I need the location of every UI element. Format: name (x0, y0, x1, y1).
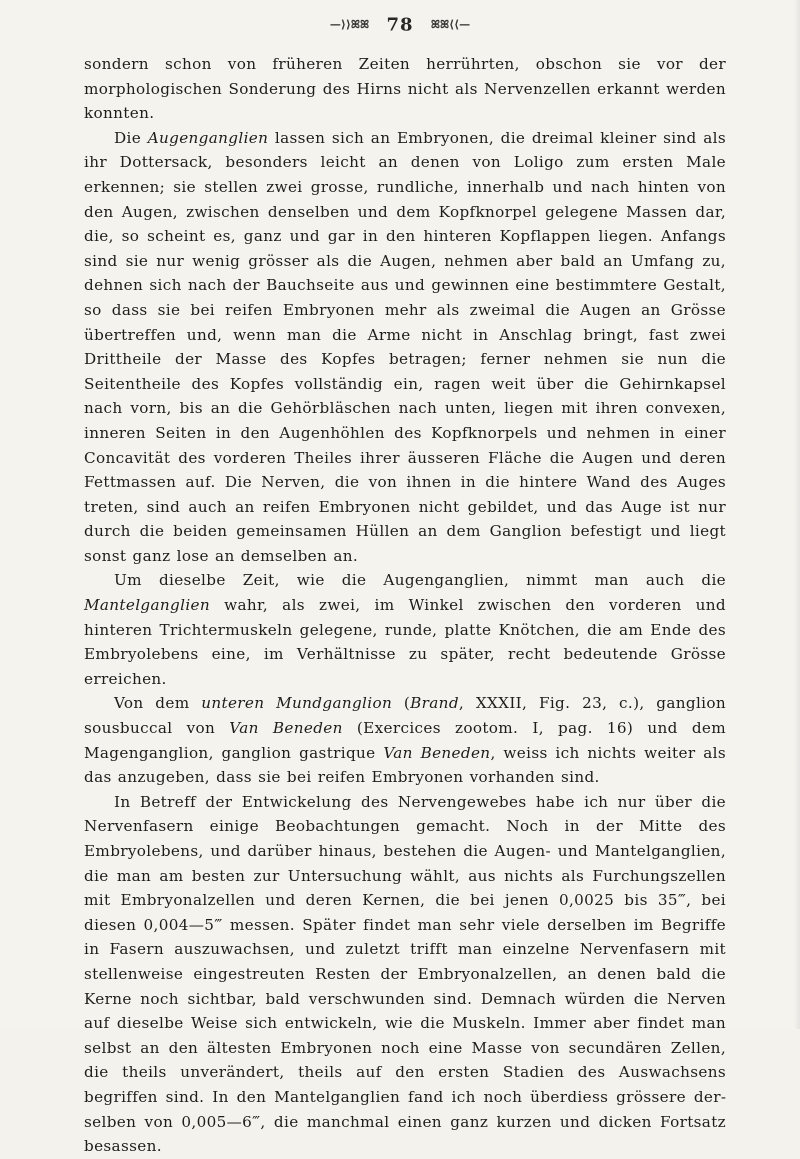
text-run: wahr, als zwei, im Winkel zwischen den vorderen und hinteren Trichtermuskeln gelegene, runde, platte Knötchen, die am Ende des Embryolebens eine, im Verhältnisse zu später, recht bedeutende Grösse erreichen. (84, 596, 726, 688)
text-run: ( (392, 694, 411, 713)
text-run: , weiss ich nichts weiter als das anzugeben, dass sie bei reifen Embryonen vorhanden sind. (84, 743, 726, 787)
paragraph-p5 (84, 790, 726, 1159)
header-ornament-right: ꕤꕤ⟨⟨— (430, 18, 471, 31)
paragraph-p4 (84, 691, 726, 789)
body-text (84, 52, 726, 1159)
text-run: Um dieselbe Zeit, wie die Augenganglien, nimmt man auch die (114, 571, 726, 590)
page-number: 78 (386, 14, 414, 36)
text-run: (Exercices zootom. I, pag. 16) und dem Magenganglion, ganglion gastrique (84, 719, 726, 762)
emphasis-text: Van Beneden (383, 743, 491, 762)
text-run: sondern schon von früheren Zeiten herrührten, obschon sie vor der morphologischen Sonderung des Hirns nicht als Nervenzellen erkannt werden konnten. (84, 55, 726, 123)
page-header (0, 14, 800, 36)
text-run: , XXXII, Fig. 23, c.), ganglion sousbuccal von (84, 694, 726, 738)
header-ornament-left: —⟩⟩ꕤꕤ (329, 18, 370, 31)
emphasis-text: Augenganglien (147, 128, 269, 147)
paragraph-p2 (84, 126, 726, 569)
emphasis-text: unteren Mundganglion (201, 694, 393, 713)
paragraph-p1 (84, 52, 726, 126)
emphasis-text: Van Beneden (229, 719, 343, 738)
paragraph-p3 (84, 568, 726, 691)
text-run: lassen sich an Embryonen, die dreimal kleiner sind als ihr Dottersack, besonders leicht an denen von Loligo zum ersten Male erkennen; sie stellen zwei grosse, rundliche, innerhalb und nach hinten von den Augen, zwischen denselben und dem Kopfknorpel gelegene Massen dar, die, so scheint es, ganz und gar in den hinteren Kopflappen liegen. Anfangs sind sie nur wenig grösser als die Augen, nehmen aber bald an Umfang zu, dehnen sich nach der Bauchseite aus und gewinnen eine bestimmtere Gestalt, so dass sie bei reifen Embryonen mehr als zweimal die Augen an Grösse übertreffen und, wenn man die Arme nicht in Anschlag bringt, fast zwei Drittheile der Masse des Kopfes betragen; ferner nehmen sie nun die Seitentheile des Kopfes vollständig ein, ragen weit über die Gehirnkapsel nach vorn, bis an die Gehörbläschen nach unten, liegen mit ihren convexen, inneren Seiten in den Augenhöhlen des Kopfknorpels und nehmen in einer Concavität des vorderen Theiles ihrer äusseren Fläche die Augen und deren Fettmassen auf. Die Nerven, die von ihnen in die hintere Wand des Auges treten, sind auch an reifen Embryonen nicht gebildet, und das Auge ist nur durch die beiden gemeinsamen Hüllen an dem Ganglion befestigt und liegt sonst ganz lose an demselben an. (84, 128, 726, 565)
text-run: In Betreff der Entwickelung des Nervengewebes habe ich nur über die Nervenfasern einige Beobachtungen gemacht. Noch in der Mitte des Embryolebens, und darüber hinaus, bestehen die Augen- und Mantelganglien, die man am besten zur Untersuchung wählt, aus nichts als Furchungszellen mit Embryonalzellen und deren Kernen, die bei jenen 0,0025 bis 35‴, bei diesen 0,004—5‴ messen. Später findet man sehr viele derselben im Begriffe in Fasern auszuwachsen, und zuletzt trifft man einzelne Nervenfasern mit stellenweise eingestreuten Resten der Embryonalzellen, an denen bald die Kerne noch sichtbar, bald verschwunden sind. Demnach würden die Nerven auf dieselbe Weise sich entwickeln, wie die Muskeln. Immer aber findet man selbst an den ältesten Embryonen noch eine Masse von secundären Zellen, die theils unverändert, theils auf den ersten Stadien des Auswachsens begriffen sind. In den Mantelganglien fand ich noch überdiess grössere derselben von 0,005—6‴, die manchmal einen ganz kurzen und dicken Fortsatz besassen. (84, 792, 726, 1156)
page-edge-shadow (794, 0, 800, 1029)
text-run: Die (114, 128, 148, 147)
emphasis-text: Mantelganglien (84, 596, 210, 615)
emphasis-text: Brand (410, 694, 459, 713)
text-run: Von dem (114, 694, 202, 713)
